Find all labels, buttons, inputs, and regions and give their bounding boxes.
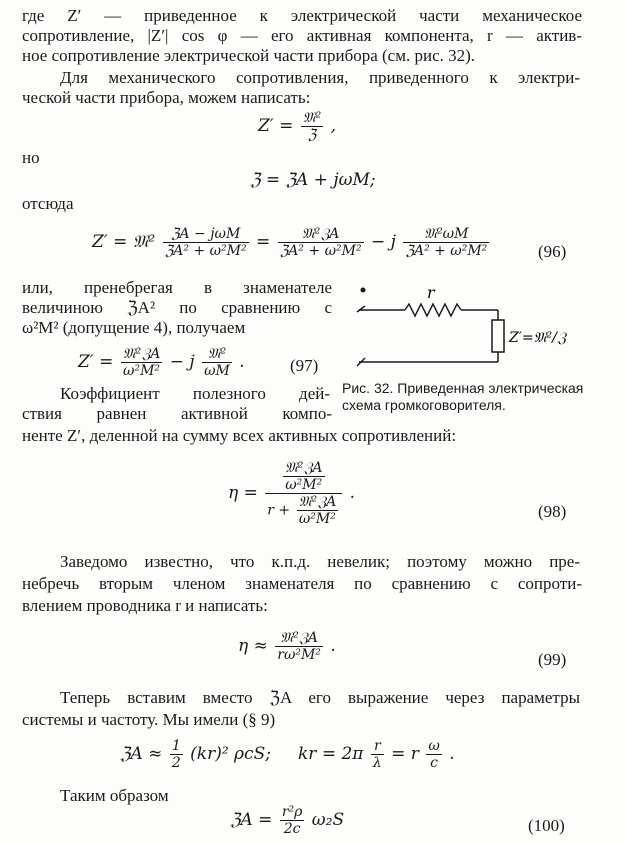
equation-97: Z′ = $\frac{\text{𝔐²ℨA}}{\text{ω²M²}}$ − j $\frac{\text{𝔐²}}{\omega M}$ . bbox=[78, 346, 245, 379]
text-line: Заведомо известно, что к.п.д. невелик; поэтому можно пре- bbox=[60, 552, 580, 571]
text-line: Для механического сопротивления, приведенного к электри- bbox=[60, 68, 580, 87]
equation-96: Z′ = 𝔐² $\frac{\text{ℨA − jωM}}{\text{ℨA² + ω²M²}}$ = $\frac{\text{𝔐²ℨA}}{\text{ℨA² + ω²M²}}$ − j $\frac{\text{𝔐²ωM}}{\text{ℨA² + ω²M²}}$ bbox=[92, 226, 488, 259]
equation-100: ℨA = $\frac{\text{r²ρ}}{2c}$ ω₂S bbox=[230, 804, 345, 837]
impedance-box bbox=[492, 320, 504, 352]
text-line: отсюда bbox=[22, 194, 74, 213]
impedance-label: Z′=𝔐²/ℨ bbox=[509, 330, 566, 346]
text-line: или, пренебрегая в знаменателе bbox=[22, 278, 332, 297]
text-line: но bbox=[22, 148, 40, 167]
text-line: Таким образом bbox=[60, 786, 169, 805]
equation-number: (100) bbox=[528, 816, 565, 835]
figure-caption: Рис. 32. Приведенная электрическая схема громкоговорителя. bbox=[342, 380, 584, 413]
terminal-dot bbox=[361, 288, 366, 293]
text-line: влением проводника r и написать: bbox=[22, 596, 268, 615]
text-line: где Z′ — приведенное к электрической части механическое bbox=[22, 6, 582, 25]
equation-number: (99) bbox=[538, 650, 567, 669]
text-line: системы и частоту. Мы имели (§ 9) bbox=[22, 710, 276, 729]
equation-98: η = $\frac{\text{𝔐²ℨA}}{\text{ω²M²}}$ r + $\frac{\text{𝔐²ℨA}}{\text{ω²M²}}$ . bbox=[228, 460, 355, 527]
text-line: ненте Z′, деленной на сумму всех активных сопротивлений: bbox=[22, 426, 457, 445]
text-line: ческой части прибора, можем написать: bbox=[22, 88, 311, 107]
equation-99: η ≈ $\frac{\text{𝔐²ℨA}}{\text{rω²M²}}$ . bbox=[238, 630, 336, 663]
equation-number: (96) bbox=[538, 242, 567, 261]
text-line: Теперь вставим вместо ℨA его выражение через параметры bbox=[60, 688, 580, 707]
text-line: ствия равнен активной компо- bbox=[22, 404, 332, 423]
text-line: небречь вторым членом знаменателя по сравнению с сопроти- bbox=[22, 574, 582, 593]
text-line: ное сопротивление электрической части прибора (см. рис. 32). bbox=[22, 46, 476, 65]
text-line: сопротивление, |Z′| cos φ — его активная компонента, r — актив- bbox=[22, 26, 582, 45]
equation-number: (97) bbox=[290, 356, 319, 375]
equation-number: (98) bbox=[538, 502, 567, 521]
circuit-diagram bbox=[345, 280, 595, 375]
text-line: Коэффициент полезного дей- bbox=[60, 384, 330, 403]
text-line: ω²M² (допущение 4), получаем bbox=[22, 318, 246, 337]
text-line: величиною ℨA² по сравнению с bbox=[22, 298, 332, 317]
equation-z: ℨ = ℨA + jωM; bbox=[250, 170, 376, 190]
equation-z-prime: Z′ = $\frac{\text{𝔐²}}{\text{ℨ}}$ , bbox=[258, 110, 337, 143]
equation-za-approx: ℨA ≈ $\frac{1}{2}$ (kr)² ρcS; kr = 2π $\frac{r}{\lambda}$ = r $\frac{\omega}{c}$ . bbox=[120, 738, 455, 771]
resistor-r bbox=[405, 304, 461, 316]
resistor-label: r bbox=[427, 283, 435, 302]
